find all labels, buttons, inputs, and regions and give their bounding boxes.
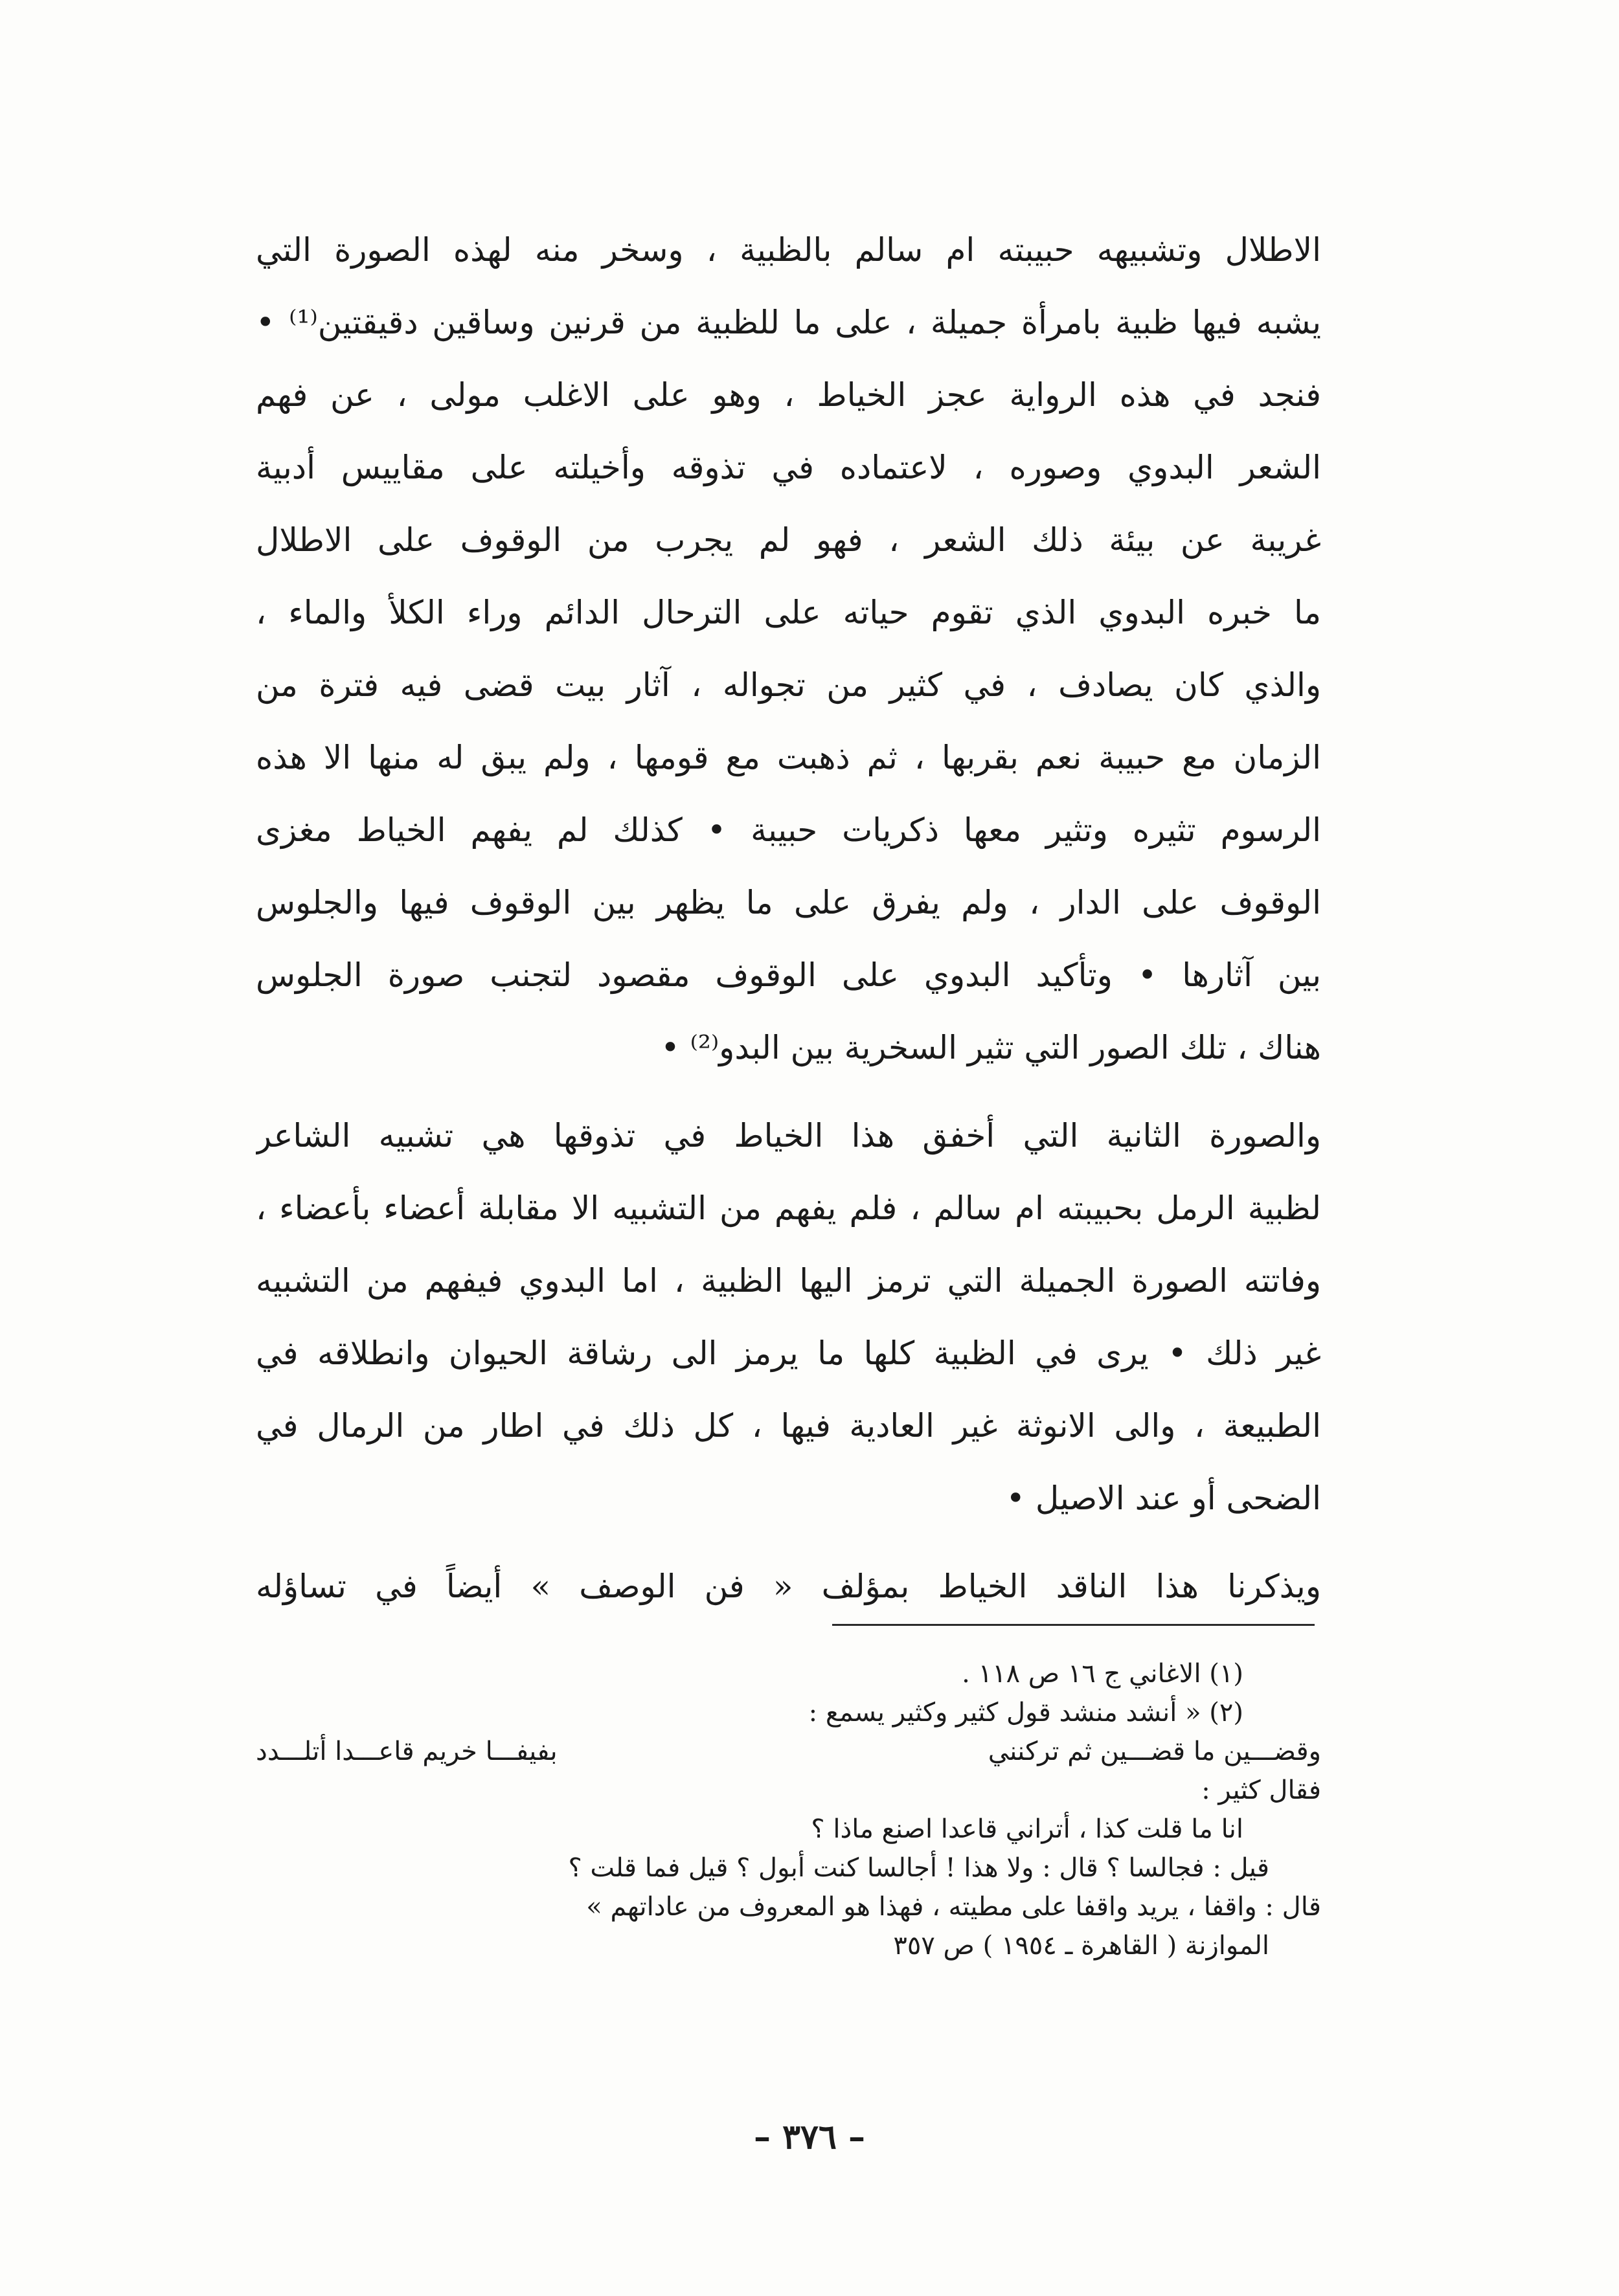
text-line: هناك ، تلك الصور التي تثير السخرية بين البدو⁽²⁾ • bbox=[661, 1029, 1321, 1066]
text-line: الزمان مع حبيبة نعم بقربها ، ثم ذهبت مع قومها ، ولم يبق له منها الا هذه bbox=[256, 739, 1321, 776]
text-line: غير ذلك • يرى في الظبية كلها ما يرمز الى رشاقة الحيوان وانطلاقه في bbox=[256, 1334, 1321, 1372]
poem-verse bbox=[256, 1732, 1321, 1771]
text-line: الرسوم تثيره وتثير معها ذكريات حبيبة • كذلك لم يفهم الخياط مغزى bbox=[256, 811, 1321, 849]
main-text bbox=[256, 214, 1321, 1623]
text-line: ويذكرنا هذا الناقد الخياط بمؤلف « فن الوصف » أيضاً في تساؤله bbox=[256, 1568, 1321, 1605]
footnote-line: انا ما قلت كذا ، أتراني قاعدا اصنع ماذا ؟ bbox=[811, 1814, 1243, 1844]
text-line: ما خبره البدوي الذي تقوم حياته على الترحال الدائم وراء الكلأ والماء ، bbox=[256, 594, 1321, 631]
paragraph-3 bbox=[256, 1550, 1321, 1623]
text-line: لظبية الرمل بحبيبته ام سالم ، فلم يفهم من التشبيه الا مقابلة أعضاء بأعضاء ، bbox=[256, 1189, 1321, 1227]
paragraph-2 bbox=[256, 1099, 1321, 1535]
paragraph-1 bbox=[256, 214, 1321, 1084]
footnotes bbox=[256, 1654, 1321, 1965]
footnote-line: قال : واقفا ، يريد واقفا على مطيته ، فهذا هو المعروف من عاداتهم » bbox=[586, 1892, 1321, 1922]
text-line: فنجد في هذه الرواية عجز الخياط ، وهو على الاغلب مولى ، عن فهم bbox=[256, 376, 1321, 414]
verse-second-hemistich: بفيفـــا خريم قاعـــدا أتلـــدد bbox=[256, 1737, 558, 1766]
footnote-divider bbox=[832, 1624, 1315, 1626]
footnote-2: (٢) « أنشد منشد قول كثير وكثير يسمع : bbox=[808, 1698, 1243, 1728]
verse-first-hemistich: وقضـــين ما قضـــين ثم تركنني bbox=[988, 1737, 1321, 1766]
text-line: والصورة الثانية التي أخفق هذا الخياط في تذوقها هي تشبيه الشاعر bbox=[256, 1117, 1321, 1154]
text-line: الاطلال وتشبيهه حبيبته ام سالم بالظبية ، وسخر منه لهذه الصورة التي bbox=[256, 231, 1321, 269]
footnote-line: فقال كثير : bbox=[1201, 1775, 1321, 1805]
text-line: بين آثارها • وتأكيد البدوي على الوقوف مقصود لتجنب صورة الجلوس bbox=[256, 956, 1321, 994]
footnote-line: قيل : فجالسا ؟ قال : ولا هذا ! أجالسا كنت أبول ؟ قيل فما قلت ؟ bbox=[568, 1853, 1269, 1883]
text-line: الشعر البدوي وصوره ، لاعتماده في تذوقه وأخيلته على مقاييس أدبية bbox=[256, 449, 1321, 486]
text-line: يشبه فيها ظبية بامرأة جميلة ، على ما للظبية من قرنين وساقين دقيقتين⁽¹⁾ • bbox=[256, 304, 1321, 341]
text-line: الطبيعة ، والى الانوثة غير العادية فيها ، كل ذلك في اطار من الرمال في bbox=[256, 1407, 1321, 1445]
footnote-source: الموازنة ( القاهرة ـ ١٩٥٤ ) ص ٣٥٧ bbox=[893, 1931, 1269, 1961]
page-number: – ٣٧٦ – bbox=[753, 2117, 865, 2157]
text-line: وفاتته الصورة الجميلة التي ترمز اليها الظبية ، اما البدوي فيفهم من التشبيه bbox=[256, 1262, 1321, 1300]
text-line: والذي كان يصادف ، في كثير من تجواله ، آثار بيت قضى فيه فترة من bbox=[256, 666, 1321, 704]
text-line: الوقوف على الدار ، ولم يفرق على ما يظهر بين الوقوف فيها والجلوس bbox=[256, 884, 1321, 921]
text-line: الضحى أو عند الاصيل • bbox=[1006, 1480, 1321, 1517]
footnote-1: (١) الاغاني ج ١٦ ص ١١٨ . bbox=[962, 1659, 1243, 1689]
text-line: غريبة عن بيئة ذلك الشعر ، فهو لم يجرب من الوقوف على الاطلال bbox=[256, 521, 1321, 559]
